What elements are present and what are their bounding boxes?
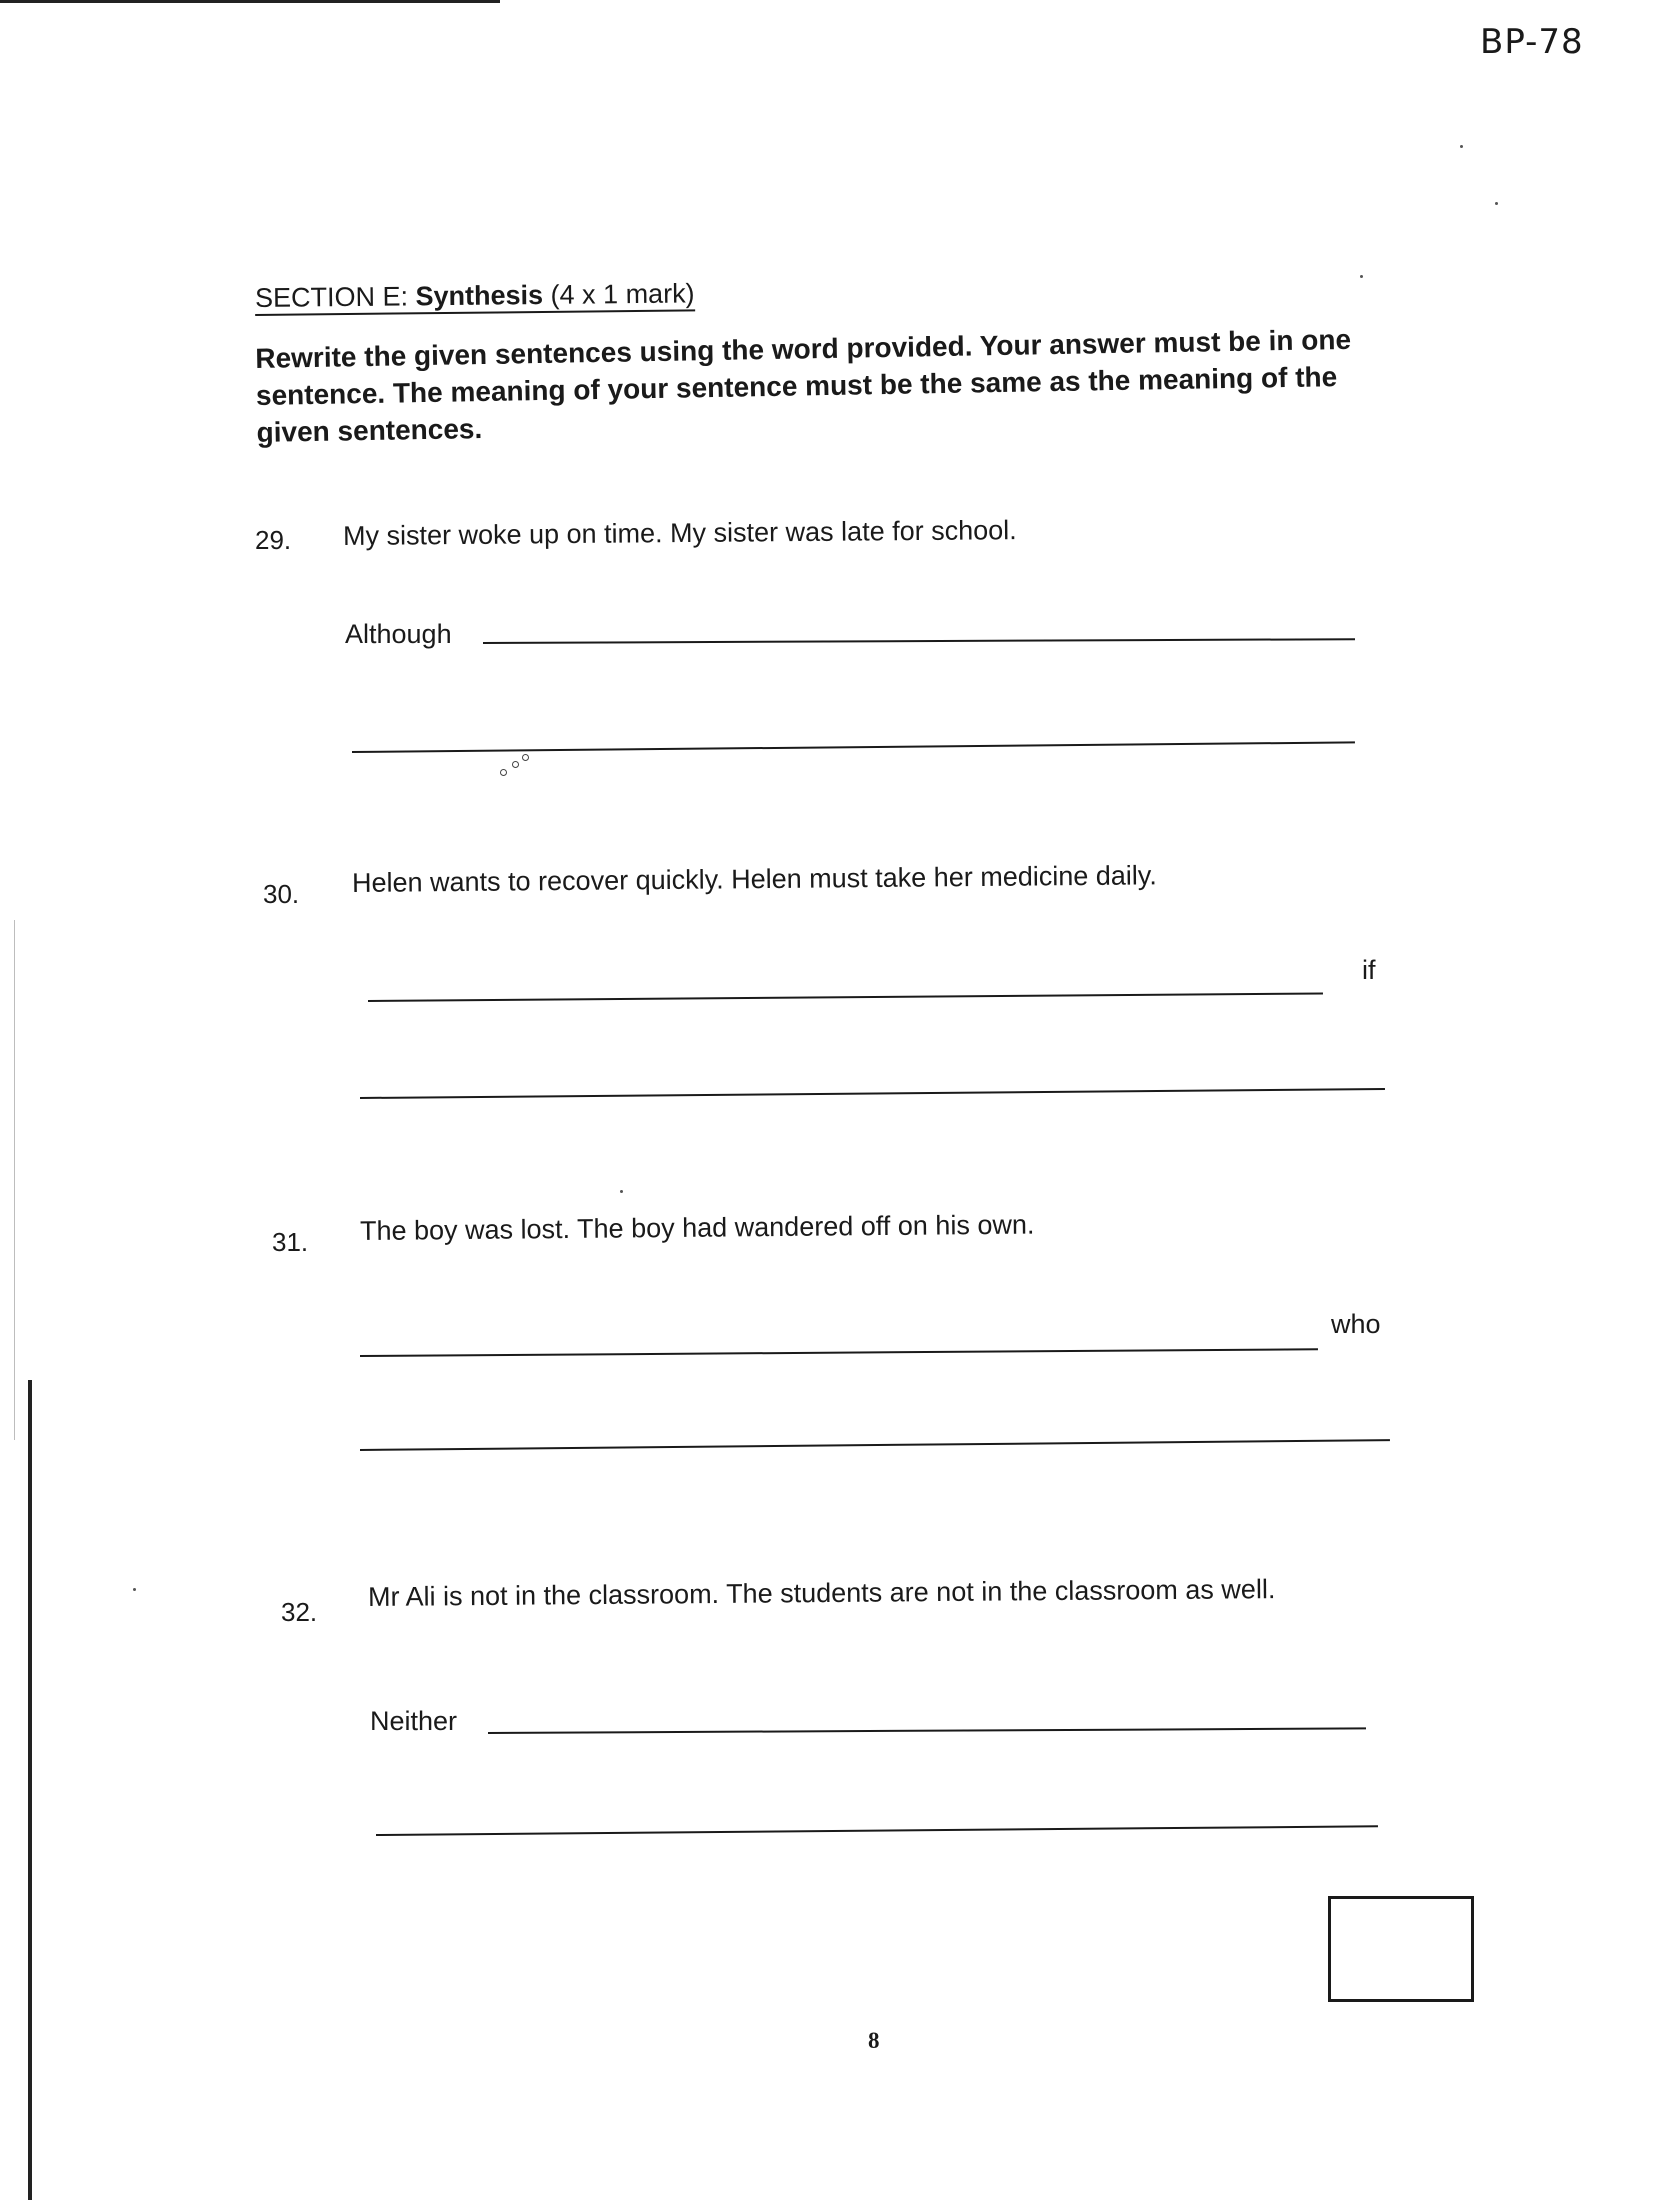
scan-speck (1495, 202, 1498, 205)
question-text: The boy was lost. The boy had wandered off on his own. (359, 1209, 1035, 1246)
section-title-label (255, 278, 695, 316)
scan-speck (522, 754, 529, 761)
question-number: 29. (255, 525, 292, 555)
section-title (255, 278, 695, 314)
question-number: 31. (272, 1227, 309, 1257)
answer-cue-word: who (1331, 1309, 1381, 1339)
answer-line[interactable] (368, 992, 1323, 1002)
scan-speck (512, 761, 519, 768)
answer-line[interactable] (360, 1348, 1318, 1357)
answer-line[interactable] (376, 1825, 1378, 1836)
scan-edge-top (0, 0, 500, 3)
scan-speck (620, 1190, 623, 1193)
question-number: 32. (281, 1597, 318, 1627)
answer-line[interactable] (488, 1727, 1366, 1734)
answer-line[interactable] (360, 1439, 1390, 1451)
section-instructions: Rewrite the given sentences using the word provided. Your answer must be in one sentence. The meaning of your sentence must be the same as the meaning of the given sentences. (255, 323, 1352, 448)
answer-cue-word: if (1362, 955, 1376, 985)
scan-speck (1360, 275, 1363, 278)
question-text: Helen wants to recover quickly. Helen must take her medicine daily. (351, 860, 1157, 898)
section-title-marks: (4 x 1 mark) (542, 278, 695, 310)
scan-speck (1460, 145, 1463, 148)
document-code: BP-78 (1480, 22, 1584, 62)
answer-cue-word: Although (345, 619, 452, 649)
page-number: 8 (868, 2028, 880, 2053)
answer-cue-word: Neither (370, 1706, 458, 1736)
answer-line[interactable] (360, 1088, 1385, 1099)
question-text: My sister woke up on time. My sister was late for school. (342, 515, 1017, 551)
answer-line[interactable] (483, 638, 1355, 644)
section-title-name: Synthesis (415, 279, 544, 312)
question-number: 30. (263, 879, 300, 909)
answer-line[interactable] (352, 741, 1355, 753)
scan-edge-left (28, 1380, 32, 2200)
question-text: Mr Ali is not in the classroom. The students are not in the classroom as well. (367, 1574, 1276, 1612)
marks-box (1328, 1896, 1474, 2002)
scan-edge-left-faint (14, 920, 15, 1440)
scan-speck (133, 1588, 136, 1591)
scan-speck (500, 769, 507, 776)
section-title-prefix: SECTION E: (254, 281, 416, 313)
